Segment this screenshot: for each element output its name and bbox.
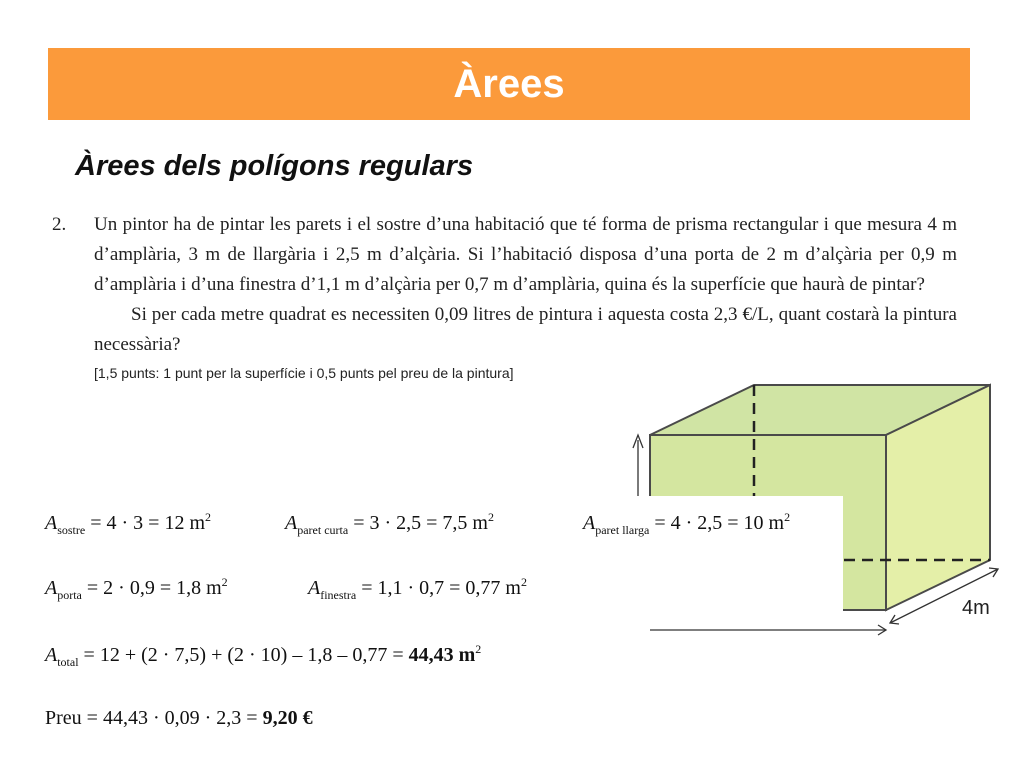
problem-statement [52, 210, 957, 386]
depth-label: 4m [962, 597, 990, 619]
formula-finestra: $A_{finestra} = 1,1 \cdot 0,7 = 0,77$ $m^2$ [308, 575, 527, 602]
formula-porta: $A_{porta} = 2 \cdot 0,9 = 1,8$ $m^2$ [45, 575, 228, 602]
problem-paragraph-2: Si per cada metre quadrat es necessiten 0,09 litres de pintura i aquesta costa 2,3 €/L, quant costarà la pintura necessària? [94, 304, 957, 355]
formula-sostre: $A_{sostre} = 4 \cdot 3 = 12$ $m^2$ [45, 510, 211, 537]
formula-total: $A_{total} = 12 + (2 \cdot 7,5) + (2 \cdot 10) - 1,8 - 0,77 = 44,43$ $m^2$ [45, 642, 482, 669]
section-subtitle: Àrees dels polígons regulars [75, 150, 474, 182]
formula-paret-llarga: $A_{paret llarga} = 4 \cdot 2,5 = 10$ $m^2$ [583, 510, 791, 537]
problem-number: 2. [52, 214, 67, 235]
problem-points: [1,5 punts: 1 punt per la superfície i 0,5 punts pel preu de la pintura] [94, 365, 514, 381]
formula-paret-curta: $A_{paret curta} = 3 \cdot 2,5 = 7,5$ $m^2$ [285, 510, 494, 537]
problem-paragraph-1: Un pintor ha de pintar les parets i el sostre d’una habitació que té forma de prisma rectangular i que mesura 4 m d’amplària, 3 m de llargària i 2,5 m d’alçària. Si l’habitació disposa d’una porta de 2 m d’alçària per 0,9 m d’amplària i d’una finestra d’1,1 m d’alçària per 0,7 m d’amplària, quina és la superfície que haurà de pintar? [94, 214, 957, 295]
title-bar [48, 48, 970, 120]
formula-preu: Preu = 44,43 · 0,09 · 2,3 = 9,20 € [45, 707, 313, 729]
page-title: Àrees [453, 61, 565, 106]
